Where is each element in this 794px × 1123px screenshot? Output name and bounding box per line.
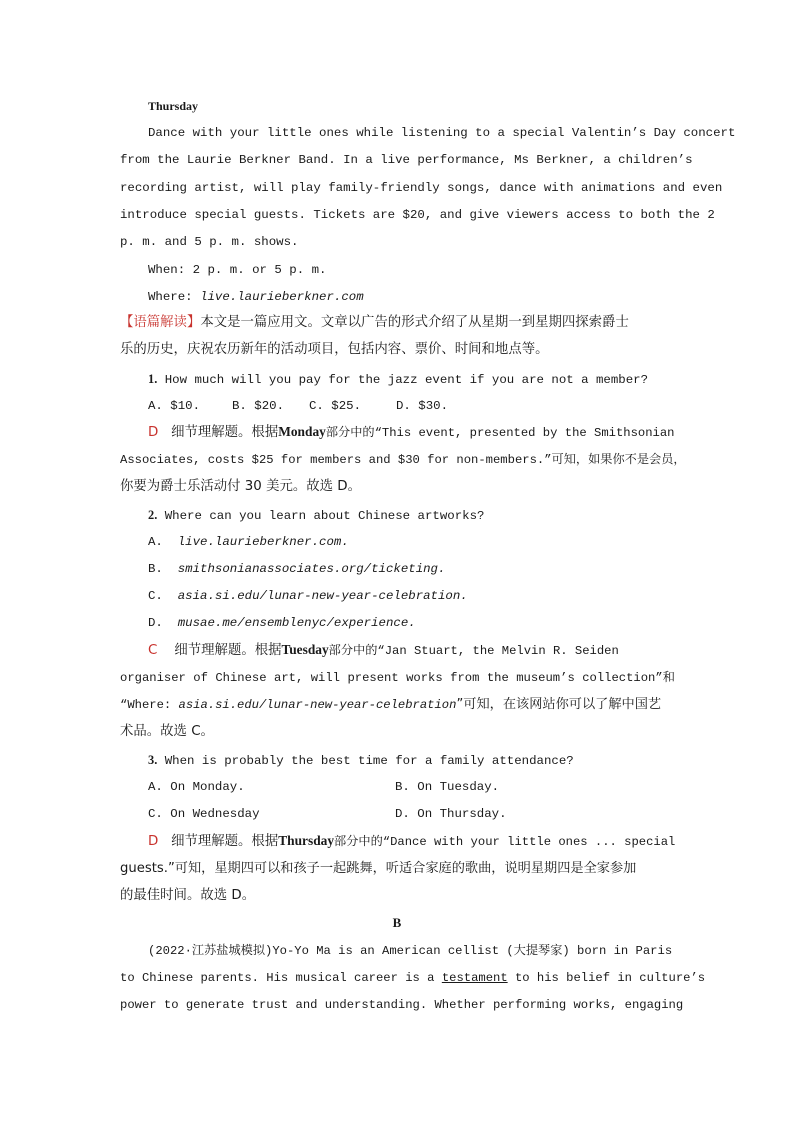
q3-explanation-line-2: guests.”可知，星期四可以和孩子一起跳舞，听适合家庭的歌曲，说明星期四是全家参加 bbox=[120, 861, 637, 876]
q3-options-row-2 bbox=[148, 806, 703, 822]
q3-answer: D bbox=[148, 834, 159, 849]
analysis-text-1: 本文是一篇应用文。文章以广告的形式介绍了从星期一到星期四探索爵士 bbox=[200, 315, 629, 330]
section-b-line-2 bbox=[120, 970, 706, 986]
q1-exp-1a: 细节理解题。根据 bbox=[171, 425, 279, 440]
section-b-l2a: to Chinese parents. His musical career is a bbox=[120, 971, 442, 985]
q3-options-row-1 bbox=[148, 779, 703, 795]
thursday-paragraph-line-1: Dance with your little ones while listening to a special Valentin’s Day concert bbox=[148, 126, 736, 140]
q2-explanation-line-1 bbox=[148, 642, 703, 659]
q3-option-d: D. On Thursday. bbox=[395, 807, 507, 821]
section-b-label: B bbox=[392, 915, 402, 930]
analysis-tag: 【语篇解读】 bbox=[120, 315, 201, 330]
q1-answer: D bbox=[148, 425, 159, 440]
q2-option-b bbox=[148, 561, 703, 577]
q3-option-a: A. On Monday. bbox=[148, 780, 245, 794]
q1-exp-1c: 部分中的“This event, presented by the Smithsonian bbox=[325, 426, 675, 440]
q3-exp-1c: 部分中的“Dance with your little ones ... special bbox=[334, 835, 676, 849]
section-b-l2c: to his belief in culture’s bbox=[507, 971, 706, 985]
q2-number: 2. bbox=[148, 508, 158, 522]
q2-option-a-letter: A. bbox=[148, 535, 163, 549]
thursday-when: When: 2 p. m. or 5 p. m. bbox=[148, 263, 327, 277]
q2-exp-3c: ”可知，在该网站你可以了解中国艺 bbox=[456, 697, 662, 712]
q2-explanation-line-2: organiser of Chinese art, will present works from the museum’s collection”和 bbox=[120, 671, 675, 685]
q1-explanation-line-1 bbox=[148, 424, 703, 441]
q3-option-c: C. On Wednesday bbox=[148, 807, 260, 821]
thursday-paragraph-line-5: p. m. and 5 p. m. shows. bbox=[120, 235, 299, 249]
q1-option-d: D. $30. bbox=[396, 399, 449, 413]
q2-stem bbox=[148, 507, 703, 524]
analysis-line-1 bbox=[120, 315, 675, 331]
q3-exp-1a: 细节理解题。根据 bbox=[171, 834, 279, 849]
q2-exp-1a: 细节理解题。根据 bbox=[174, 643, 282, 658]
q1-option-b: B. $20. bbox=[232, 399, 285, 413]
q1-explanation-line-3: 你要为爵士乐活动付 30 美元。故选 D。 bbox=[120, 479, 361, 494]
q2-option-b-letter: B. bbox=[148, 562, 163, 576]
thursday-paragraph-line-4: introduce special guests. Tickets are $20, and give viewers access to both the 2 bbox=[120, 208, 715, 222]
q2-option-d bbox=[148, 615, 703, 631]
q3-exp-1b: Thursday bbox=[278, 833, 335, 848]
thursday-where bbox=[148, 289, 703, 305]
q2-exp-3b: asia.si.edu/lunar-new-year-celebration bbox=[178, 698, 457, 712]
q2-stem-text: Where can you learn about Chinese artworks? bbox=[164, 509, 485, 523]
q1-explanation-line-2: Associates, costs $25 for members and $30 for non-members.”可知，如果你不是会员， bbox=[120, 453, 686, 467]
q2-exp-1c: 部分中的“Jan Stuart, the Melvin R. Seiden bbox=[328, 644, 619, 658]
thursday-paragraph-line-3: recording artist, will play family-friendly songs, dance with animations and even bbox=[120, 181, 723, 195]
q2-option-d-text: musae.me/ensemblenyc/experience. bbox=[177, 616, 416, 630]
q3-number: 3. bbox=[148, 753, 158, 767]
q1-option-a: A. $10. bbox=[148, 399, 201, 413]
q2-option-d-letter: D. bbox=[148, 616, 163, 630]
q3-stem bbox=[148, 752, 703, 769]
q1-stem bbox=[148, 371, 703, 388]
analysis-line-2: 乐的历史，庆祝农历新年的活动项目，包括内容、票价、时间和地点等。 bbox=[120, 342, 549, 357]
thursday-paragraph-line-2: from the Laurie Berkner Band. In a live performance, Ms Berkner, a children’s bbox=[120, 153, 693, 167]
q2-option-b-text: smithsonianassociates.org/ticketing. bbox=[177, 562, 446, 576]
q2-explanation-line-4: 术品。故选 C。 bbox=[120, 724, 214, 739]
q2-exp-1b: Tuesday bbox=[281, 642, 329, 657]
q3-option-b: B. On Tuesday. bbox=[395, 780, 500, 794]
q1-option-c: C. $25. bbox=[309, 399, 362, 413]
q2-option-a bbox=[148, 534, 703, 550]
thursday-heading: Thursday bbox=[148, 99, 199, 113]
q2-exp-3a: “Where: bbox=[120, 698, 179, 712]
q1-exp-1b: Monday bbox=[278, 424, 326, 439]
where-label: Where: bbox=[148, 290, 201, 304]
q1-options bbox=[148, 398, 703, 414]
q2-option-c bbox=[148, 588, 703, 604]
q2-answer: C bbox=[148, 643, 158, 658]
q3-explanation-line-3: 的最佳时间。故选 D。 bbox=[120, 888, 256, 903]
q3-stem-text: When is probably the best time for a family attendance? bbox=[164, 754, 574, 768]
q2-option-a-text: live.laurieberkner.com. bbox=[177, 535, 349, 549]
section-b-line-3: power to generate trust and understanding. Whether performing works, engaging bbox=[120, 998, 684, 1012]
q3-explanation-line-1 bbox=[148, 833, 703, 850]
q1-stem-text: How much will you pay for the jazz event if you are not a member? bbox=[164, 373, 649, 387]
section-b-line-1: (2022·江苏盐城模拟)Yo-Yo Ma is an American cellist (大提琴家) born in Paris bbox=[148, 944, 673, 958]
q2-option-c-text: asia.si.edu/lunar-new-year-celebration. bbox=[177, 589, 468, 603]
q2-option-c-letter: C. bbox=[148, 589, 163, 603]
q2-explanation-line-3 bbox=[120, 697, 675, 713]
where-url: live.laurieberkner.com bbox=[200, 290, 364, 304]
q1-number: 1. bbox=[148, 372, 158, 386]
section-b-testament: testament bbox=[441, 971, 508, 985]
